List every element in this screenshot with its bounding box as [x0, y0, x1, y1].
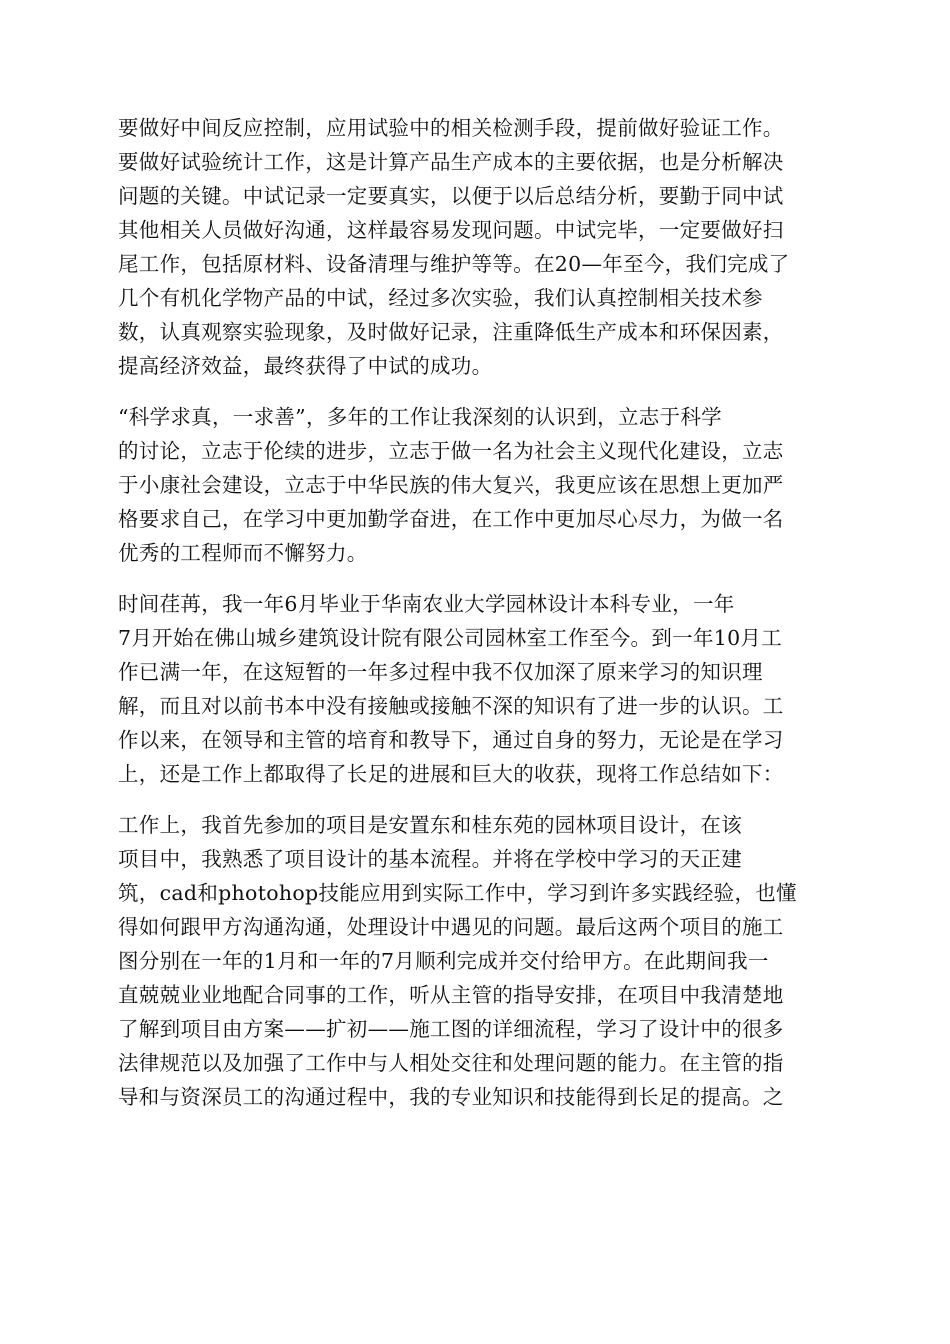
text-line: 7月开始在佛山城乡建筑设计院有限公司园林室工作至今。到一年10月工	[118, 626, 783, 650]
text-line: 要做好试验统计工作，这是计算产品生产成本的主要依据，也是分析解决	[118, 150, 784, 174]
text-line: 要做好中间反应控制，应用试验中的相关检测手段，提前做好验证工作。	[118, 116, 784, 140]
text-line: 解，而且对以前书本中没有接触或接触不深的知识有了进一步的认识。工	[118, 694, 784, 718]
text-line: “科学求真，一求善”，多年的工作让我深刻的认识到，立志于科学	[118, 405, 722, 429]
text-line: 尾工作，包括原材料、设备清理与维护等等。在20—年至今，我们完成了	[118, 252, 790, 276]
text-line: 工作上，我首先参加的项目是安置东和桂东苑的园林项目设计，在该	[118, 813, 742, 837]
text-line: 格要求自己，在学习中更加勤学奋进，在工作中更加尽心尽力，为做一名	[118, 507, 784, 531]
text-line: 项目中，我熟悉了项目设计的基本流程。并将在学校中学习的天正建	[118, 847, 742, 871]
text-line: 作已满一年，在这短暂的一年多过程中我不仅加深了原来学习的知识理	[118, 660, 763, 684]
text-line: 数，认真观察实验现象，及时做好记录，注重降低生产成本和环保因素，	[118, 320, 784, 344]
text-line: 的讨论，立志于伦续的进步，立志于做一名为社会主义现代化建设，立志	[118, 439, 784, 463]
text-line: 导和与资深员工的沟通过程中，我的专业知识和技能得到长足的提高。之	[118, 1085, 784, 1109]
text-line: 图分别在一年的1月和一年的7月顺利完成并交付给甲方。在此期间我一	[118, 949, 769, 973]
text-line: 作以来，在领导和主管的培育和教导下，通过自身的努力，无论是在学习	[118, 728, 784, 752]
text-line: 了解到项目由方案——扩初——施工图的详细流程，学习了设计中的很多	[118, 1017, 784, 1041]
text-line: 其他相关人员做好沟通，这样最容易发现问题。中试完毕，一定要做好扫	[118, 218, 784, 242]
text-line: 得如何跟甲方沟通沟通，处理设计中遇见的问题。最后这两个项目的施工	[118, 915, 784, 939]
text-line: 时间荏苒，我一年6月毕业于华南农业大学园林设计本科专业，一年	[118, 592, 735, 616]
text-line: 直兢兢业业地配合同事的工作，听从主管的指导安排，在项目中我清楚地	[118, 983, 784, 1007]
text-line: 于小康社会建设，立志于中华民族的伟大复兴，我更应该在思想上更加严	[118, 473, 784, 497]
text-line: 优秀的工程师而不懈努力。	[118, 541, 368, 565]
text-line: 几个有机化学物产品的中试，经过多次实验，我们认真控制相关技术参	[118, 286, 763, 310]
text-line: 问题的关键。中试记录一定要真实，以便于以后总结分析，要勤于同中试	[118, 184, 784, 208]
text-line: 提高经济效益，最终获得了中试的成功。	[118, 354, 493, 378]
text-line: 上，还是工作上都取得了长足的进展和巨大的收获，现将工作总结如下：	[118, 762, 784, 786]
text-line: 法律规范以及加强了工作中与人相处交往和处理问题的能力。在主管的指	[118, 1051, 784, 1075]
text-line: 筑，cad和photohop技能应用到实际工作中，学习到许多实践经验，也懂	[118, 881, 797, 905]
